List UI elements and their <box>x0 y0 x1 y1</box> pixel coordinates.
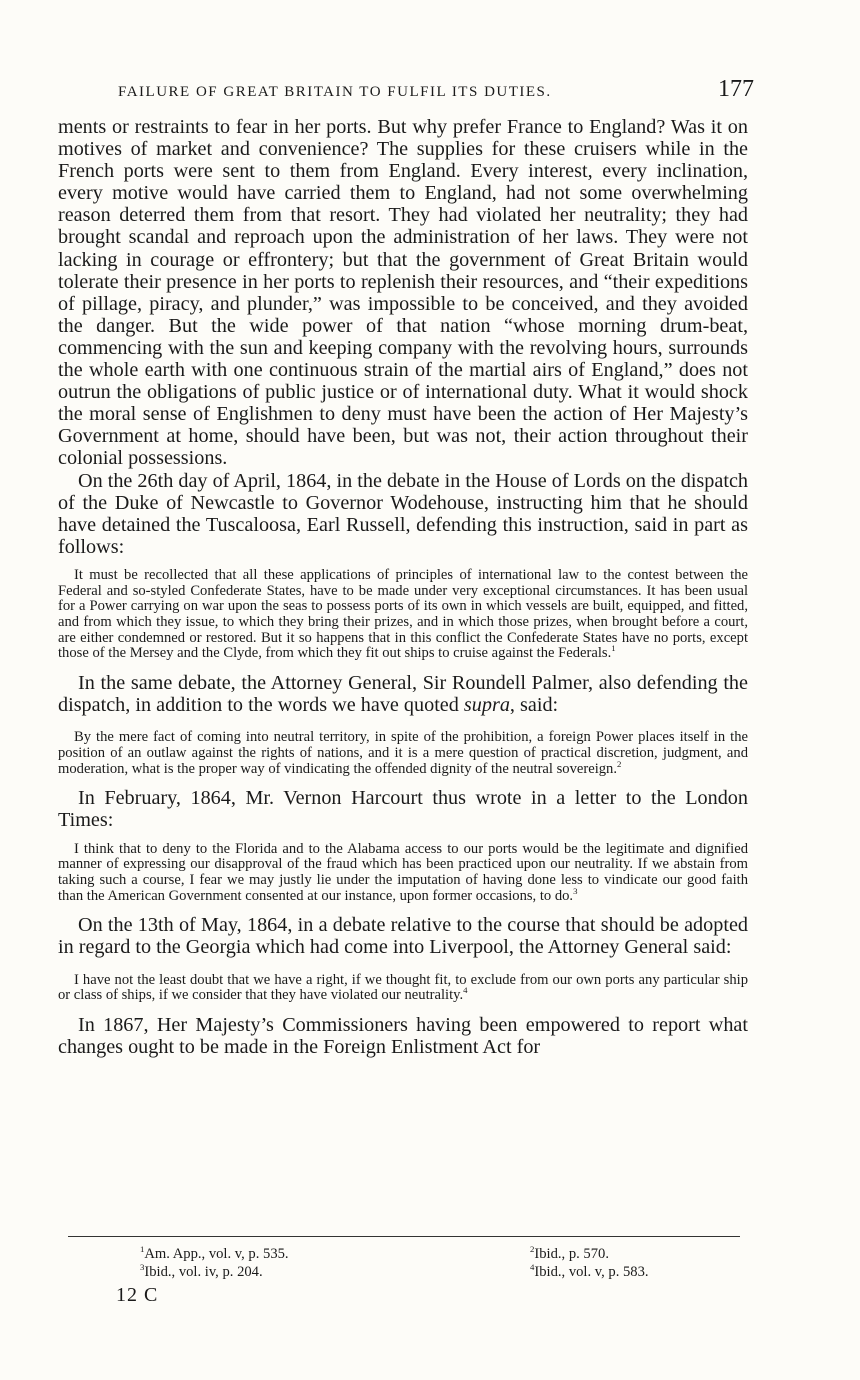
quote-text: It must be recollected that all these applications of principles of international law to the contest between the Federal and so-styled Confederate States, have to be made under very exceptional circumstances. It has been usual for a Power carrying on war upon the seas to possess ports of its own in which vessels are built, equipped, and fitted, and from which they issue, to which they bring their prizes, and in which those prizes, when brought before a court, are either condemned or restored. But it so happens that in this conflict the Confederate States have no ports, except those of the Mersey and the Clyde, from which they fit out ships to cruise against the Federals. <box>58 566 748 662</box>
running-header <box>58 74 754 108</box>
body-text <box>58 116 748 1058</box>
block-quote-russell <box>58 568 748 662</box>
paragraph-3-tail: , said: <box>509 694 559 717</box>
footnote-mark: 2 <box>530 1244 535 1255</box>
footnote-text: Am. App., vol. v, p. 535. <box>144 1246 289 1262</box>
footnote-2 <box>530 1246 609 1263</box>
quote-text: I have not the least doubt that we have a right, if we thought fit, to exclude from our own ports any particular ship or class of ships, if we consider that they have violated our neutrality. <box>58 971 748 1004</box>
footnote-text: Ibid., vol. v, p. 583. <box>534 1264 649 1280</box>
quote-text: I think that to deny to the Florida and to the Alabama access to our ports would be the legitimate and dignified manner of expressing our disapproval of the fraud which has been practiced upon our neutrality. If we abstain from taking such a course, I fear we may justly lie under the imputation of having done less to vindicate our good faith than the American Government consented at our instance, upon former occasions, to do. <box>58 840 748 904</box>
footnote-mark: 4 <box>530 1262 535 1273</box>
paragraph-1: ments or restraints to fear in her ports. But why prefer France to England? Was it on motives of market and convenience? The supplies for these cruisers while in the French ports were sent to them from England. Every interest, every inclination, every motive would have carried them to England, had not some overwhelming reason deterred them from that resort. They had violated her neutrality; they had brought scandal and reproach upon the administration of her laws. They were not lacking in courage or effrontery; but that the government of Great Britain would tolerate their presence in her ports to replenish their resources, and “their expeditions of pillage, piracy, and plunder,” was impossible to be conceived, and they avoided the danger. But the wide power of that nation “whose morning drum-beat, commencing with the sun and keeping company with the revolving hours, surrounds the whole earth with one continuous strain of the martial airs of England,” does not outrun the obligations of public justice or of international duty. What it would shock the moral sense of Englishmen to deny must have been the action of Her Majesty’s Government at home, should have been, but was not, their action throughout their colonial possessions. <box>58 116 748 470</box>
footnote-mark: 1 <box>140 1244 145 1255</box>
paragraph-5: On the 13th of May, 1864, in a debate relative to the course that should be adopted in regard to the Georgia which had come into Liverpool, the Attorney General said: <box>58 914 748 959</box>
footnote-ref: 4 <box>463 985 468 996</box>
footnote-3 <box>140 1264 263 1281</box>
footnote-text: Ibid., vol. iv, p. 204. <box>144 1264 263 1280</box>
block-quote-palmer <box>58 730 748 777</box>
italic-term: supra <box>463 694 510 717</box>
running-title: FAILURE OF GREAT BRITAIN TO FULFIL ITS DUTIES. <box>118 84 552 100</box>
quote-text: By the mere fact of coming into neutral territory, in spite of the prohibition, a foreign Power places itself in the position of an outlaw against the rights of nations, and it is a mere question of practical discretion, judgment, and moderation, what is the proper way of vindicating the offended dignity of the neutral sovereign. <box>58 729 748 777</box>
paragraph-6: In 1867, Her Majesty’s Commissioners having been empowered to report what changes ought to be made in the Foreign Enlistment Act for <box>58 1013 748 1059</box>
footnote-text: Ibid., p. 570. <box>534 1246 609 1262</box>
paragraph-3-text: In the same debate, the Attorney General, Sir Roundell Palmer, also defending the dispatch, in addition to the words we have quoted <box>58 672 748 717</box>
footnote-ref: 3 <box>573 885 578 896</box>
footnote-ref: 2 <box>617 758 622 769</box>
footnote-1 <box>140 1246 289 1263</box>
paragraph-2: On the 26th day of April, 1864, in the debate in the House of Lords on the dispatch of the Duke of Newcastle to Governor Wodehouse, instructing him that he should have detained the Tuscaloosa, Earl Russell, defending this instruction, said in part as follows: <box>58 469 748 558</box>
footnote-rule <box>68 1236 740 1237</box>
footnote-4 <box>530 1264 649 1281</box>
paragraph-3 <box>58 672 748 716</box>
page-number: 177 <box>718 76 754 102</box>
block-quote-harcourt <box>58 842 748 905</box>
book-page <box>58 74 754 1059</box>
footnote-mark: 3 <box>140 1262 145 1273</box>
paragraph-4: In February, 1864, Mr. Vernon Harcourt thus wrote in a letter to the London Times: <box>58 787 748 832</box>
block-quote-attorney-general <box>58 973 748 1004</box>
footnote-ref: 1 <box>611 643 616 654</box>
signature-mark: 12 C <box>116 1284 159 1306</box>
